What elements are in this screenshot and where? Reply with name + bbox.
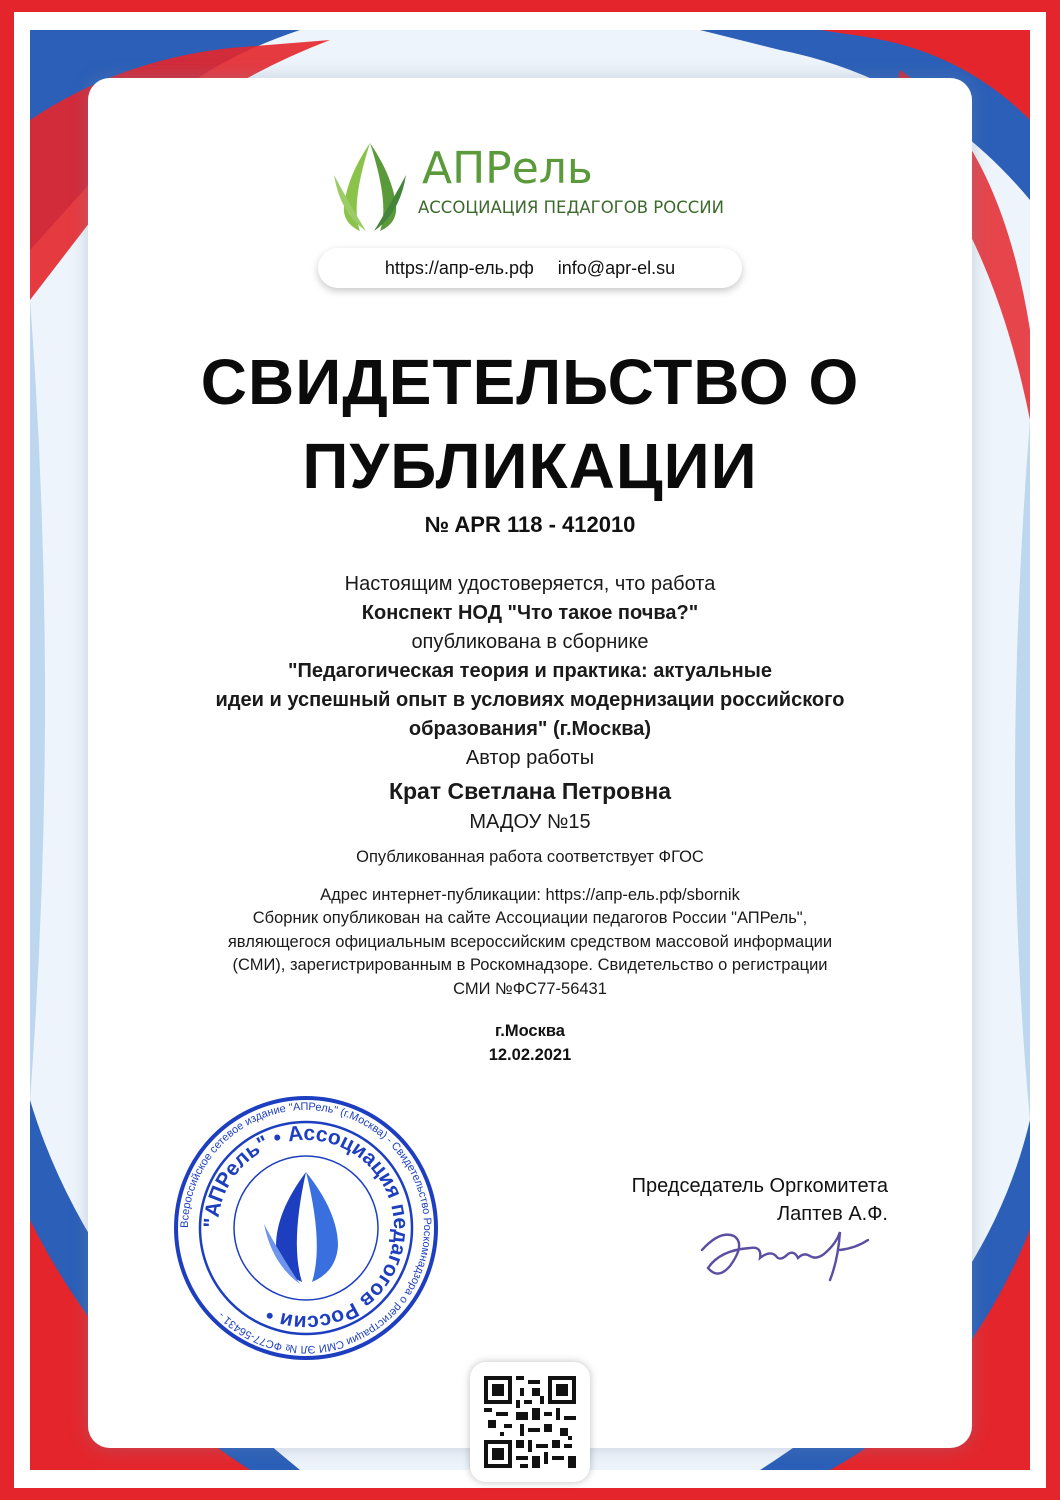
seal-leaf-icon bbox=[264, 1172, 338, 1284]
notes-line-4: (СМИ), зарегистрированным в Роскомнадзоре. Свидетельство о регистрации bbox=[232, 956, 828, 974]
author-label: Автор работы bbox=[465, 747, 595, 769]
title-line-2: ПУБЛИКАЦИИ bbox=[302, 430, 758, 502]
notes-line-5: СМИ №ФС77-56431 bbox=[453, 979, 607, 998]
certificate-number: № APR 118 - 412010 bbox=[424, 512, 636, 537]
issue-date: 12.02.2021 bbox=[488, 1046, 572, 1064]
email-link[interactable]: info@apr-el.su bbox=[557, 257, 676, 278]
author-organization: МАДОУ №15 bbox=[469, 811, 591, 833]
publication-address: Адрес интернет-публикации: https://апр-ель.рф/sbornik bbox=[320, 885, 740, 904]
seal-inner-text: "АПРель" • Ассоциация педагогов России • bbox=[199, 1121, 413, 1335]
place-and-date bbox=[0, 1019, 1060, 1067]
collection-title-line-2: идеи и успешный опыт в условиях модернизации российского bbox=[215, 689, 845, 711]
website-link[interactable]: https://апр-ель.рф bbox=[384, 257, 534, 278]
title-line-1: СВИДЕТЕЛЬСТВО О bbox=[200, 346, 860, 418]
published-in-text: опубликована в сборнике bbox=[411, 631, 649, 653]
seal-outer-text: Всероссийское сетевое издание "АПРель" (г.Москва) - Свидетельство Роскомнадзора о регистрации СМИ ЭЛ № ФС77-56431 - bbox=[178, 1100, 434, 1356]
signatory-name: Лаптев А.Ф. bbox=[777, 1203, 888, 1225]
certificate-title bbox=[0, 340, 1060, 508]
publication-notes bbox=[130, 846, 930, 1001]
leaf-logo-icon bbox=[330, 135, 410, 235]
qr-code[interactable] bbox=[470, 1362, 590, 1482]
official-seal bbox=[172, 1094, 440, 1362]
city: г.Москва bbox=[495, 1022, 565, 1040]
certifies-text: Настоящим удостоверяется, что работа bbox=[344, 573, 716, 595]
fgos-note: Опубликованная работа соответствует ФГОС bbox=[356, 848, 704, 866]
signatory-position: Председатель Оргкомитета bbox=[631, 1175, 888, 1197]
logo-name: АПРель bbox=[422, 143, 593, 194]
handwritten-signature bbox=[690, 1210, 880, 1290]
collection-title-line-3: образования" (г.Москва) bbox=[408, 718, 652, 740]
qr-code-icon bbox=[484, 1376, 576, 1468]
notes-line-3: являющегося официальным всероссийским средством массовой информации bbox=[227, 932, 833, 951]
collection-title-line-1: "Педагогическая теория и практика: актуальные bbox=[288, 660, 772, 682]
notes-line-2: Сборник опубликован на сайте Ассоциации педагогов России "АПРель", bbox=[252, 909, 808, 927]
certificate-body bbox=[130, 570, 930, 837]
logo-subtitle: АССОЦИАЦИЯ ПЕДАГОГОВ РОССИИ bbox=[418, 198, 724, 217]
contact-bar bbox=[318, 248, 742, 288]
logo bbox=[330, 135, 750, 245]
work-title: Конспект НОД "Что такое почва?" bbox=[361, 602, 699, 624]
author-name: Крат Светлана Петровна bbox=[388, 778, 672, 804]
